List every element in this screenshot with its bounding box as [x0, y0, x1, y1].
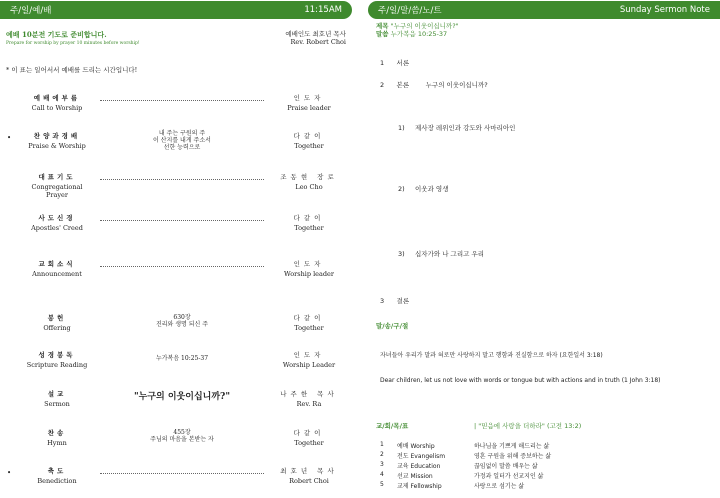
order-item-en: Hymn	[47, 439, 67, 447]
order-who-ko: 인도자	[293, 260, 325, 268]
point-3-text: 십자가와 나 그리고 우리	[415, 250, 485, 258]
order-who-en: Praise leader	[287, 104, 331, 112]
order-item	[26, 131, 88, 150]
order-row	[0, 345, 360, 385]
goal-name: 선교 Mission	[397, 473, 433, 480]
order-who-en: Together	[294, 224, 324, 232]
order-who-en: Together	[294, 439, 324, 447]
order-who	[276, 172, 342, 191]
order-who	[276, 350, 342, 369]
body-value: 누구의 이웃이십니까?	[425, 81, 488, 89]
worship-leader-en: Rev. Robert Choi	[290, 38, 346, 46]
order-who-en: Leo Cho	[295, 183, 323, 191]
order-who	[276, 389, 342, 408]
goal-number: 5	[380, 481, 384, 488]
order-row	[0, 167, 360, 207]
goal-desc: 끊임없이 말씀 배우는 삶	[474, 463, 538, 470]
order-who-en: Robert Choi	[289, 477, 329, 485]
order-item	[26, 389, 88, 408]
order-item	[26, 259, 88, 278]
conclusion-label: 결론	[396, 297, 410, 305]
order-item-ko: 교회소식	[38, 260, 76, 268]
order-item	[26, 350, 88, 369]
standing-notice: * 이 표는 일어서서 예배를 드리는 시간입니다!	[6, 66, 138, 74]
order-who-ko: 나주한 목사	[280, 390, 338, 398]
goal-name: 예배 Worship	[397, 443, 435, 450]
memory-verse-label: 말/송/구/절	[376, 322, 409, 330]
order-item-ko: 사도신경	[38, 214, 76, 222]
prayer-prep	[6, 30, 140, 46]
order-leader-line	[100, 220, 264, 221]
goal-desc: 하나님을 기쁘게 해드리는 삶	[474, 443, 550, 450]
order-row	[0, 423, 360, 463]
church-goals-label: 교/회/목/표	[376, 422, 409, 430]
order-who-ko: 인도자	[293, 94, 325, 102]
standing-mark: •	[7, 134, 12, 142]
order-item-ko: 봉헌	[47, 314, 67, 322]
order-who-en: Worship Leader	[282, 361, 336, 369]
goal-desc: 영혼 구원을 위해 증보하는 삶	[474, 453, 552, 460]
sermon-heading	[376, 22, 459, 38]
order-row	[0, 126, 360, 166]
order-item-en: Sermon	[44, 400, 70, 408]
order-item-ko: 찬송	[47, 429, 67, 437]
church-motto: | "믿음에 사랑을 더하라" (고전 13:2)	[474, 422, 582, 430]
order-who-ko: 다같이	[293, 314, 325, 322]
order-item	[26, 172, 88, 199]
order-item	[26, 313, 88, 332]
goal-name: 교육 Education	[397, 463, 441, 470]
order-item	[26, 466, 88, 485]
goal-number: 3	[380, 461, 384, 468]
order-item-en: Scripture Reading	[26, 361, 88, 369]
order-item-en: Apostles' Creed	[31, 224, 83, 232]
order-item-ko: 예배에부름	[33, 94, 81, 102]
outline-body: 2 본론 누구의 이웃이십니까?	[380, 81, 488, 89]
order-who-ko: 다같이	[293, 132, 325, 140]
order-who	[276, 259, 342, 278]
order-who	[276, 93, 342, 112]
order-who-ko: 다같이	[293, 429, 325, 437]
order-row	[0, 88, 360, 128]
order-row	[0, 308, 360, 348]
title-value: "누구의 이웃이십니까?"	[390, 22, 459, 30]
worship-leader-ko: 예배인도 최호년 목사	[285, 30, 346, 38]
worship-title: 주/일/예/배	[10, 6, 52, 16]
goal-number: 1	[380, 441, 384, 448]
prayer-prep-ko: 예배 10분전 기도로 준비합니다.	[6, 30, 107, 39]
order-who-en: Together	[294, 324, 324, 332]
order-row	[0, 384, 360, 424]
memory-verse-ko: 자녀들아 우리가 말과 혀로만 사랑하지 말고 행함과 진실함으로 하자 (요한일서 3:18)	[380, 352, 603, 359]
outline-conclusion: 3 결론	[380, 297, 410, 305]
worship-leader	[285, 30, 346, 46]
order-who-en: Rev. Ra	[296, 400, 322, 408]
goal-number: 2	[380, 451, 384, 458]
order-who-ko: 다같이	[293, 214, 325, 222]
point-1: 1) 제사장 레위인과 강도와 사마리아인	[398, 124, 516, 132]
order-row	[0, 254, 360, 294]
sermon-note-title: 주/일/말/씀/노/트	[378, 6, 442, 16]
goal-desc: 가정과 일터가 선교지인 삶	[474, 473, 544, 480]
intro-label: 서론	[396, 59, 410, 67]
title-label: 제목	[376, 22, 389, 30]
order-who-ko: 인도자	[293, 351, 325, 359]
goal-name: 전도 Evangelism	[397, 453, 446, 460]
order-who	[276, 213, 342, 232]
order-who-en: Together	[294, 142, 324, 150]
order-who-en: Worship leader	[283, 270, 334, 278]
text-value: 누가복음 10:25-37	[390, 30, 448, 38]
order-item-en: Announcement	[32, 270, 82, 278]
order-who	[276, 428, 342, 447]
order-item-ko: 성경봉독	[38, 351, 76, 359]
point-1-text: 제사장 레위인과 강도와 사마리아인	[415, 124, 516, 132]
order-detail: 455장 주님의 마음을 본받는 자	[150, 429, 214, 443]
order-who-ko: 최호년 목사	[280, 467, 338, 475]
order-item	[26, 428, 88, 447]
order-leader-line	[100, 473, 264, 474]
goal-desc: 사랑으로 섬기는 삶	[474, 483, 525, 490]
point-2-text: 이웃과 영생	[415, 185, 449, 193]
text-label: 말씀	[376, 30, 389, 38]
order-detail: "누구의 이웃이십니까?"	[133, 392, 231, 402]
order-item-ko: 축도	[47, 467, 67, 475]
prayer-prep-en: Prepare for worship by prayer 10 minutes before worship!	[6, 41, 140, 46]
order-item	[26, 213, 88, 232]
sermon-note-subtitle: Sunday Sermon Note	[619, 5, 710, 15]
worship-time: 11:15AM	[304, 5, 342, 15]
worship-header	[0, 1, 352, 19]
goal-number: 4	[380, 471, 384, 478]
order-item	[26, 93, 88, 112]
sermon-note-header	[368, 1, 720, 19]
outline-intro: 1 서론	[380, 59, 410, 67]
order-detail: 내 주는 구원의 주 이 산지를 내게 주소서 선한 능력으로	[153, 130, 211, 151]
order-who	[276, 313, 342, 332]
order-item-en: Offering	[43, 324, 71, 332]
order-who	[276, 466, 342, 485]
order-item-en: Praise & Worship	[28, 142, 86, 150]
memory-verse-en: Dear children, let us not love with words or tongue but with actions and in truth (1 John 3:18)	[380, 377, 661, 384]
order-item-en: Congregational Prayer	[31, 183, 83, 199]
order-item-ko: 대표기도	[38, 173, 76, 181]
order-item-en: Call to Worship	[31, 104, 83, 112]
order-item-ko: 찬양과경배	[33, 132, 81, 140]
order-leader-line	[100, 266, 264, 267]
order-leader-line	[100, 100, 264, 101]
order-detail: 630장 진리와 생명 되신 주	[155, 314, 209, 328]
point-3: 3) 십자가와 나 그리고 우리	[398, 250, 485, 258]
order-who-ko: 조동현 장로	[280, 173, 338, 181]
order-item-en: Benediction	[37, 477, 77, 485]
point-2: 2) 이웃과 영생	[398, 185, 449, 193]
order-who	[276, 131, 342, 150]
order-row	[0, 208, 360, 248]
body-label: 본론	[396, 81, 410, 89]
order-detail: 누가복음 10:25-37	[155, 355, 209, 362]
goal-name: 교제 Fellowship	[397, 483, 442, 490]
standing-mark: •	[7, 469, 12, 477]
order-item-ko: 설교	[47, 390, 67, 398]
order-leader-line	[100, 179, 264, 180]
order-row	[0, 461, 360, 498]
